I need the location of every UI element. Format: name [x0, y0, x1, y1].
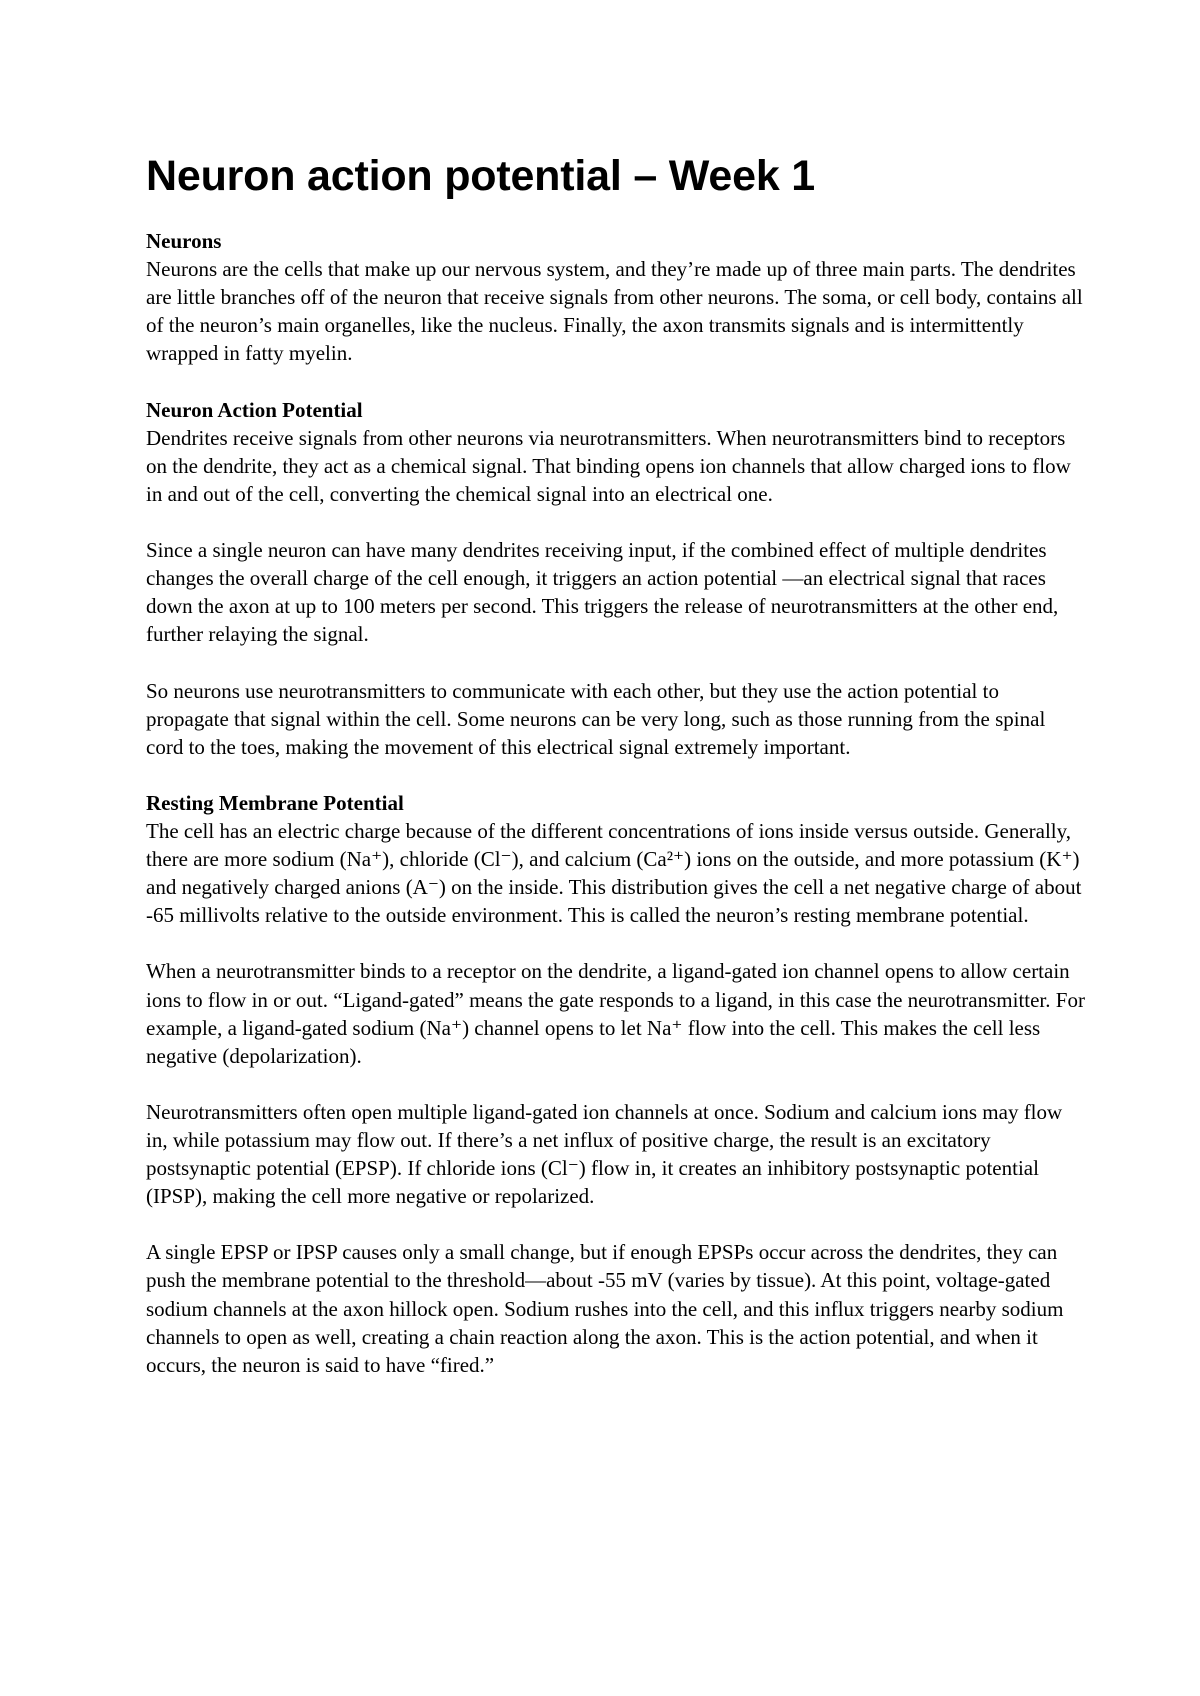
paragraph: Neurotransmitters often open multiple ligand-gated ion channels at once. Sodium and calcium ions may flow in, while potassium may flow out. If there’s a net influx of positive charge, the result is an excitatory postsynaptic potential (EPSP). If chloride ions (Cl⁻) flow in, it creates an inhibitory postsynaptic potential (IPSP), making the cell more negative or repolarized. [146, 1099, 1063, 1209]
document-page [146, 146, 1086, 1407]
section-heading: Resting Membrane Potential [146, 790, 404, 815]
paragraph: The cell has an electric charge because of the different concentrations of ions inside versus outside. Generally, there are more sodium (Na⁺), chloride (Cl⁻), and calcium (Ca²⁺) ions on the outside, and more potassium (K⁺) and negatively charged anions (A⁻) on the inside. This distribution gives the cell a net negative charge of about -65 millivolts relative to the outside environment. This is called the neuron’s resting membrane potential. [146, 818, 1082, 928]
paragraph: So neurons use neurotransmitters to communicate with each other, but they use the action potential to propagate that signal within the cell. Some neurons can be very long, such as those running from the spinal cord to the toes, making the movement of this electrical signal extremely important. [146, 678, 1046, 759]
paragraph: A single EPSP or IPSP causes only a small change, but if enough EPSPs occur across the dendrites, they can push the membrane potential to the threshold—about -55 mV (varies by tissue). At this point, voltage-gated sodium channels at the axon hillock open. Sodium rushes into the cell, and this influx triggers nearby sodium channels to open as well, creating a chain reaction along the axon. This is the action potential, and when it occurs, the neuron is said to have “fired.” [146, 1240, 1064, 1377]
paragraph: When a neurotransmitter binds to a receptor on the dendrite, a ligand-gated ion channel opens to allow certain ions to flow in or out. “Ligand-gated” means the gate responds to a ligand, in this case the neurotransmitter. For example, a ligand-gated sodium (Na⁺) channel opens to let Na⁺ flow into the cell. This makes the cell less negative (depolarization). [146, 959, 1085, 1068]
paragraph: Dendrites receive signals from other neurons via neurotransmitters. When neurotransmitters bind to receptors on the dendrite, they act as a chemical signal. That binding opens ion channels that allow charged ions to flow in and out of the cell, converting the chemical signal into an electrical one. [146, 425, 1071, 506]
section-heading: Neurons [146, 229, 222, 253]
paragraph: Neurons are the cells that make up our nervous system, and they’re made up of three main parts. The dendrites are little branches off of the neuron that receive signals from other neurons. The soma, or cell body, contains all of the neuron’s main organelles, like the nucleus. Finally, the axon transmits signals and is intermittently wrapped in fatty myelin. [146, 257, 1083, 366]
section-resting-membrane-potential [146, 789, 1086, 1379]
page-title: Neuron action potential – Week 1 [146, 152, 816, 200]
section-heading: Neuron Action Potential [146, 397, 363, 422]
paragraph: Since a single neuron can have many dendrites receiving input, if the combined effect of multiple dendrites changes the overall charge of the cell enough, it triggers an action potential —an electrical signal that races down the axon at up to 100 meters per second. This triggers the release of neurotransmitters at the other end, further relaying the signal. [146, 538, 1059, 647]
section-neurons [146, 227, 1086, 367]
section-neuron-action-potential [146, 396, 1086, 761]
